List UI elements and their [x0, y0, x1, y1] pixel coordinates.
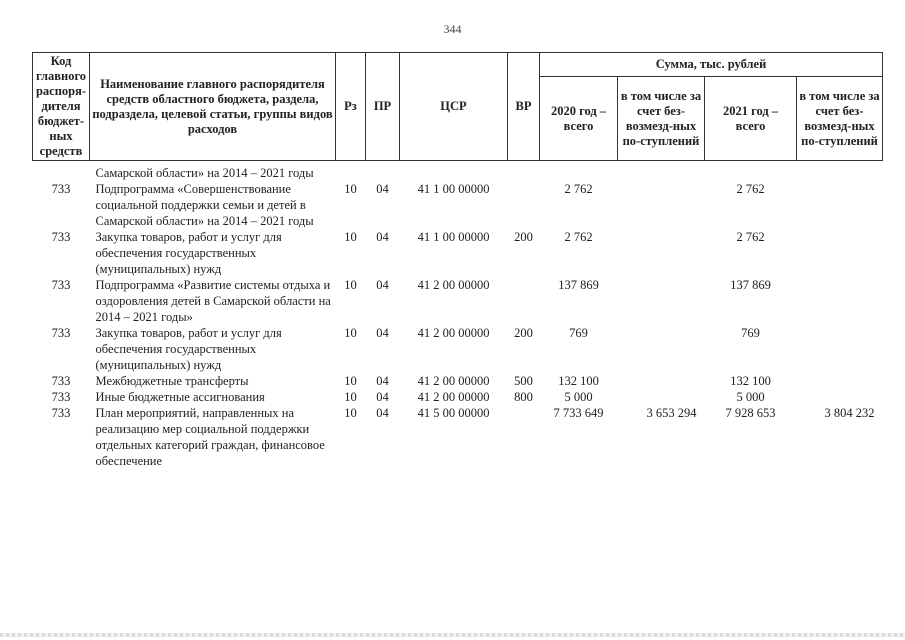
- cell-csr: 41 2 00 00000: [417, 326, 490, 340]
- cell-sum-2021: 137 869: [730, 278, 771, 292]
- cell-free-2020: [618, 181, 705, 229]
- table-header: [33, 53, 883, 161]
- cell-name: Иные бюджетные ассигнования: [95, 390, 265, 404]
- header-vr: ВР: [508, 53, 540, 161]
- cell-free-2021: [797, 389, 883, 405]
- cell-sum-2020: 769: [569, 326, 588, 340]
- cell-vr: [508, 405, 540, 469]
- header-2020-total: 2020 год – всего: [540, 77, 618, 161]
- cell-vr: 800: [514, 390, 533, 404]
- header-rz: Рз: [336, 53, 366, 161]
- table-row: [33, 181, 883, 229]
- cell-pr: 04: [376, 230, 389, 244]
- cell-name: Межбюджетные трансферты: [95, 374, 249, 388]
- cell-rz: 10: [344, 182, 357, 196]
- cell-code: 733: [51, 374, 71, 388]
- cell-sum-2021: 2 762: [736, 182, 765, 196]
- cell-free-2021: [797, 181, 883, 229]
- cell-free-2020: [618, 373, 705, 389]
- cell-sum-2020: 2 762: [564, 182, 593, 196]
- cell-sum-2021: 5 000: [736, 390, 765, 404]
- cell-rz: 10: [344, 390, 357, 404]
- header-sum-group: Сумма, тыс. рублей: [540, 53, 883, 77]
- cell-free-2020: [618, 325, 705, 373]
- budget-table: [32, 52, 883, 469]
- header-csr: ЦСР: [400, 53, 508, 161]
- cell-code: 733: [51, 230, 71, 244]
- cell-free-2021: [797, 277, 883, 325]
- table-row: [33, 373, 883, 389]
- cell-free-2021: 3 804 232: [824, 406, 875, 420]
- cell-code: 733: [51, 326, 71, 340]
- cell-pr: 04: [376, 406, 389, 420]
- cell-name: Самарской области» на 2014 – 2021 годы: [95, 166, 314, 180]
- table-body: [33, 161, 883, 470]
- cell-csr: 41 2 00 00000: [417, 390, 490, 404]
- header-name: Наименование главного распорядителя средств областного бюджета, раздела, подраздела, целевой статьи, группы видов расходов: [90, 53, 336, 161]
- table-row: [33, 229, 883, 277]
- cell-sum-2021: 769: [741, 326, 760, 340]
- cell-rz: [336, 161, 366, 182]
- table-row: [33, 325, 883, 373]
- cell-sum-2020: [540, 161, 618, 182]
- cell-name: План мероприятий, направленных на реализацию мер социальной поддержки отдельных категорий граждан, финансовое обеспечение: [95, 406, 325, 468]
- page-number: 344: [443, 22, 462, 36]
- cell-pr: 04: [376, 374, 389, 388]
- header-2021-total: 2021 год – всего: [705, 77, 797, 161]
- cell-vr: 200: [514, 326, 533, 340]
- cell-sum-2020: 132 100: [558, 374, 599, 388]
- cell-csr: [400, 161, 508, 182]
- cell-sum-2020: 5 000: [564, 390, 593, 404]
- cell-code: [33, 161, 90, 182]
- cell-name: Закупка товаров, работ и услуг для обеспечения государственных (муниципальных) нужд: [95, 326, 282, 372]
- scan-edge: [0, 633, 905, 637]
- cell-pr: [366, 161, 400, 182]
- cell-free-2020: 3 653 294: [646, 406, 697, 420]
- cell-name: Закупка товаров, работ и услуг для обеспечения государственных (муниципальных) нужд: [95, 230, 282, 276]
- cell-pr: 04: [376, 326, 389, 340]
- cell-sum-2020: 7 733 649: [553, 406, 604, 420]
- cell-sum-2021: 132 100: [730, 374, 771, 388]
- table-row: [33, 405, 883, 469]
- cell-rz: 10: [344, 406, 357, 420]
- cell-sum-2021: 7 928 653: [725, 406, 776, 420]
- cell-vr: 200: [514, 230, 533, 244]
- cell-free-2020: [618, 229, 705, 277]
- cell-rz: 10: [344, 278, 357, 292]
- cell-name: Подпрограмма «Совершенствование социальной поддержки семьи и детей в Самарской области» на 2014 – 2021 годы: [95, 182, 314, 228]
- cell-code: 733: [51, 182, 71, 196]
- cell-csr: 41 1 00 00000: [417, 230, 490, 244]
- cell-code: 733: [51, 278, 71, 292]
- header-2021-free: в том числе за счет без-возмезд-ных по-ступлений: [797, 77, 883, 161]
- cell-sum-2021: [705, 161, 797, 182]
- cell-name: Подпрограмма «Развитие системы отдыха и оздоровления детей в Самарской области на 2014 – 2021 годы»: [95, 278, 331, 324]
- cell-csr: 41 2 00 00000: [417, 278, 490, 292]
- header-pr: ПР: [366, 53, 400, 161]
- table-row: [33, 277, 883, 325]
- cell-rz: 10: [344, 326, 357, 340]
- cell-vr: 500: [514, 374, 533, 388]
- header-2020-free: в том числе за счет без-возмезд-ных по-ступлений: [618, 77, 705, 161]
- cell-pr: 04: [376, 278, 389, 292]
- table-row: [33, 389, 883, 405]
- cell-vr: [508, 161, 540, 182]
- cell-csr: 41 5 00 00000: [417, 406, 490, 420]
- cell-sum-2020: 2 762: [564, 230, 593, 244]
- cell-rz: 10: [344, 374, 357, 388]
- cell-vr: [508, 181, 540, 229]
- cell-sum-2021: 2 762: [736, 230, 765, 244]
- cell-pr: 04: [376, 182, 389, 196]
- cell-code: 733: [51, 390, 71, 404]
- table-row: [33, 161, 883, 182]
- cell-free-2021: [797, 325, 883, 373]
- cell-vr: [508, 277, 540, 325]
- cell-code: 733: [51, 406, 71, 420]
- cell-free-2020: [618, 389, 705, 405]
- cell-free-2020: [618, 277, 705, 325]
- cell-csr: 41 1 00 00000: [417, 182, 490, 196]
- cell-sum-2020: 137 869: [558, 278, 599, 292]
- cell-free-2021: [797, 229, 883, 277]
- cell-pr: 04: [376, 390, 389, 404]
- cell-rz: 10: [344, 230, 357, 244]
- cell-csr: 41 2 00 00000: [417, 374, 490, 388]
- header-code: Код главного распоря-дителя бюджет-ных средств: [33, 53, 90, 161]
- cell-free-2021: [797, 373, 883, 389]
- cell-free-2020: [618, 161, 705, 182]
- cell-free-2021: [797, 161, 883, 182]
